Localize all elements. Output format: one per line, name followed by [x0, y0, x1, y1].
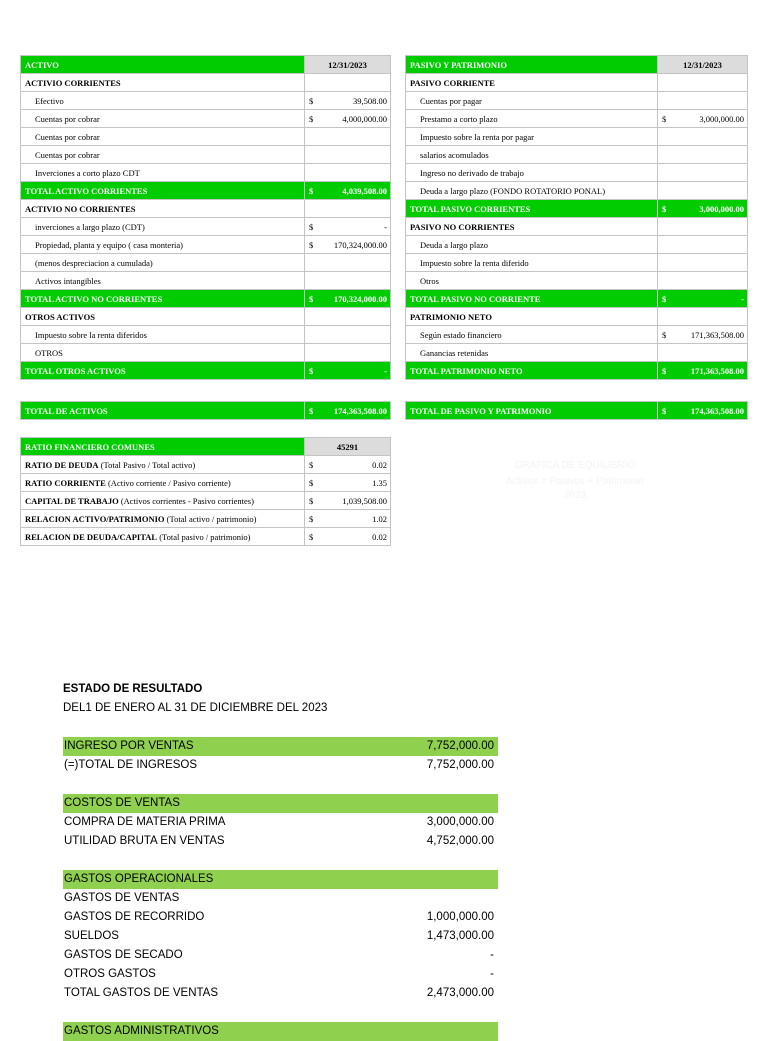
resultado-subtitle: DEL1 DE ENERO AL 31 DE DICIEMBRE DEL 2023 — [63, 702, 328, 714]
activo-row-value — [305, 326, 391, 344]
ratio-row — [21, 528, 391, 546]
pasivo-row — [406, 128, 748, 146]
pasivo-row — [406, 74, 748, 92]
pasivo-row — [406, 218, 748, 236]
pasivo-row-value — [658, 92, 748, 110]
activo-row — [21, 326, 391, 344]
resultado-section-header — [63, 794, 498, 813]
activo-row — [21, 290, 391, 308]
pasivo-row — [406, 254, 748, 272]
resultado-line-label: GASTOS ADMINISTRATIVOS — [64, 1025, 219, 1037]
pasivo-row-label: Impuesto sobre la renta por pagar — [406, 128, 658, 146]
resultado-line — [63, 946, 498, 965]
pasivo-row-label: PASIVO CORRIENTE — [406, 74, 658, 92]
resultado-line-value: 4,752,000.00 — [426, 835, 494, 847]
ratio-row — [21, 492, 391, 510]
activo-row-value: $ 39,508.00 — [305, 92, 391, 110]
activo-row-label: (menos despreciacion a cumulada) — [21, 254, 305, 272]
pasivo-row — [406, 308, 748, 326]
activo-row — [21, 74, 391, 92]
activo-row — [21, 110, 391, 128]
total-activos-label: TOTAL DE ACTIVOS — [21, 402, 305, 420]
resultado-line-label: OTROS GASTOS — [64, 968, 156, 980]
total-pasivo-patrimonio-label: TOTAL DE PASIVO Y PATRIMONIO — [406, 402, 658, 420]
activo-row — [21, 92, 391, 110]
faint-chart-line2: Activos = Pasivos + Patrimonio — [506, 476, 644, 487]
ratio-row — [21, 510, 391, 528]
pasivo-row-value — [658, 182, 748, 200]
pasivo-row-label: TOTAL PATRIMONIO NETO — [406, 362, 658, 380]
pasivo-row-value — [658, 254, 748, 272]
spacer — [63, 718, 498, 737]
activo-row-value: $ 170,324,000.00 — [305, 290, 391, 308]
activo-row-value: $ - — [305, 362, 391, 380]
resultado-line-label: UTILIDAD BRUTA EN VENTAS — [64, 835, 225, 847]
resultado-title: ESTADO DE RESULTADO — [63, 683, 203, 695]
activo-row — [21, 308, 391, 326]
pasivo-row — [406, 164, 748, 182]
pasivo-row — [406, 290, 748, 308]
resultado-line — [63, 756, 498, 775]
faint-chart-title — [470, 460, 680, 501]
activo-row-value: $ 170,324,000.00 — [305, 236, 391, 254]
ratio-row — [21, 456, 391, 474]
resultado-line — [63, 889, 498, 908]
pasivo-row-label: Deuda a largo plazo (FONDO ROTATORIO PONAL) — [406, 182, 658, 200]
activo-row — [21, 164, 391, 182]
resultado-line-label: COSTOS DE VENTAS — [64, 797, 180, 809]
pasivo-row-value — [658, 146, 748, 164]
resultado-section-header — [63, 870, 498, 889]
pasivo-row-label: TOTAL PASIVO NO CORRIENTE — [406, 290, 658, 308]
pasivo-row — [406, 344, 748, 362]
pasivo-row-label: PASIVO NO CORRIENTES — [406, 218, 658, 236]
activo-row-value — [305, 146, 391, 164]
activo-row — [21, 128, 391, 146]
faint-chart-line3: 2023 — [563, 490, 587, 501]
activo-row-value — [305, 128, 391, 146]
resultado-line-label: GASTOS DE SECADO — [64, 949, 183, 961]
pasivo-row — [406, 326, 748, 344]
ratios-table — [20, 437, 391, 546]
ratio-value: $ 0.02 — [305, 528, 391, 546]
total-activos-row — [21, 402, 391, 420]
pasivo-row-label: Según estado financiero — [406, 326, 658, 344]
activo-header-row — [21, 56, 391, 74]
resultado-line-value: 1,473,000.00 — [426, 930, 494, 942]
activo-row-label: Propiedad, planta y equipo ( casa monteria) — [21, 236, 305, 254]
activo-row — [21, 272, 391, 290]
activo-row-label: Inverciones a corto plazo CDT — [21, 164, 305, 182]
activo-row-label: Cuentas por cobrar — [21, 128, 305, 146]
pasivo-row-value — [658, 236, 748, 254]
pasivo-row — [406, 362, 748, 380]
spacer — [63, 851, 498, 870]
activo-row-label: inverciones a largo plazo (CDT) — [21, 218, 305, 236]
pasivo-row — [406, 272, 748, 290]
pasivo-row-value — [658, 344, 748, 362]
pasivo-row-value: $ 3,000,000.00 — [658, 110, 748, 128]
total-activos-value: $ 174,363,508.00 — [305, 402, 391, 420]
activo-row — [21, 182, 391, 200]
activo-row-label: Efectivo — [21, 92, 305, 110]
activo-row-label: TOTAL ACTIVO NO CORRIENTES — [21, 290, 305, 308]
activo-row — [21, 362, 391, 380]
activo-row-value — [305, 164, 391, 182]
resultado-line — [63, 965, 498, 984]
pasivo-row-value: $ 3,000,000.00 — [658, 200, 748, 218]
ratio-label: RATIO DE DEUDA (Total Pasivo / Total activo) — [21, 456, 305, 474]
activo-row-value: $ 4,039,508.00 — [305, 182, 391, 200]
resultado-line — [63, 832, 498, 851]
activo-row-label: TOTAL ACTIVO CORRIENTES — [21, 182, 305, 200]
pasivo-row — [406, 236, 748, 254]
ratio-label: RELACION ACTIVO/PATRIMONIO (Total activo / patrimonio) — [21, 510, 305, 528]
pasivo-row — [406, 146, 748, 164]
pasivo-row-label: salarios acomulados — [406, 146, 658, 164]
ratio-label: RATIO CORRIENTE (Activo corriente / Pasivo corriente) — [21, 474, 305, 492]
resultado-line-value: 2,473,000.00 — [426, 987, 494, 999]
faint-chart-line1: GRAFICA DE EQUILIBRIO — [514, 460, 636, 471]
ratio-label: CAPITAL DE TRABAJO (Activos corrientes - Pasivo corrientes) — [21, 492, 305, 510]
resultado-section-header — [63, 737, 498, 756]
ratios-header: RATIO FINANCIERO COMUNES — [21, 438, 305, 456]
activo-row-label: Cuentas por cobrar — [21, 146, 305, 164]
activo-row-value — [305, 272, 391, 290]
ratio-value: $ 1.02 — [305, 510, 391, 528]
pasivo-header-row — [406, 56, 748, 74]
resultado-line — [63, 927, 498, 946]
ratio-value: $ 1,039,508.00 — [305, 492, 391, 510]
pasivo-row-label: Impuesto sobre la renta diferido — [406, 254, 658, 272]
resultado-line-value: 3,000,000.00 — [426, 816, 494, 828]
total-pasivo-patrimonio-row — [406, 402, 748, 420]
resultado-line-label: GASTOS DE VENTAS — [64, 892, 180, 904]
pasivo-row-label: Otros — [406, 272, 658, 290]
spacer — [63, 775, 498, 794]
pasivo-row-value: $ 171,363,508.00 — [658, 326, 748, 344]
activo-row-label: Impuesto sobre la renta diferidos — [21, 326, 305, 344]
activo-row — [21, 218, 391, 236]
pasivo-row-value — [658, 128, 748, 146]
pasivo-row-label: TOTAL PASIVO CORRIENTES — [406, 200, 658, 218]
pasivo-row-label: Ganancias retenidas — [406, 344, 658, 362]
resultado-line-label: SUELDOS — [64, 930, 119, 942]
activo-row — [21, 200, 391, 218]
activo-row — [21, 254, 391, 272]
activo-row — [21, 146, 391, 164]
resultado-line-label: COMPRA DE MATERIA PRIMA — [64, 816, 226, 828]
pasivo-row-value — [658, 218, 748, 236]
resultado-line — [63, 908, 498, 927]
pasivo-row-value: $ 171,363,508.00 — [658, 362, 748, 380]
activo-row-label: OTROS ACTIVOS — [21, 308, 305, 326]
activo-row-value — [305, 200, 391, 218]
resultado-line-value: 1,000,000.00 — [426, 911, 494, 923]
ratio-row — [21, 474, 391, 492]
pasivo-row-value: $ - — [658, 290, 748, 308]
activo-row-label: Cuentas por cobrar — [21, 110, 305, 128]
ratios-code: 45291 — [305, 438, 391, 456]
activo-row-label: ACTIVIO CORRIENTES — [21, 74, 305, 92]
pasivo-total-table — [405, 401, 748, 420]
pasivo-row-label: Ingreso no derivado de trabajo — [406, 164, 658, 182]
pasivo-date: 12/31/2023 — [658, 56, 748, 74]
ratios-header-row — [21, 438, 391, 456]
activo-row-value — [305, 74, 391, 92]
pasivo-row-label: Prestamo a corto plazo — [406, 110, 658, 128]
resultado-line-label: INGRESO POR VENTAS — [64, 740, 194, 752]
pasivo-row — [406, 110, 748, 128]
resultado-rows — [63, 718, 498, 1041]
activo-table — [20, 55, 391, 380]
pasivo-row-label: Deuda a largo plazo — [406, 236, 658, 254]
activo-date: 12/31/2023 — [305, 56, 391, 74]
pasivo-row — [406, 92, 748, 110]
resultado-line — [63, 984, 498, 1003]
activo-row — [21, 236, 391, 254]
resultado-line — [63, 813, 498, 832]
activo-row-value — [305, 344, 391, 362]
pasivo-header: PASIVO Y PATRIMONIO — [406, 56, 658, 74]
ratio-value: $ 1.35 — [305, 474, 391, 492]
resultado-line-value: - — [490, 949, 494, 961]
pasivo-row-label: PATRIMONIO NETO — [406, 308, 658, 326]
resultado-line-value: 7,752,000.00 — [426, 759, 494, 771]
resultado-line-label: TOTAL GASTOS DE VENTAS — [64, 987, 219, 999]
pasivo-row-value — [658, 308, 748, 326]
activo-row-value — [305, 254, 391, 272]
pasivo-row — [406, 182, 748, 200]
ratio-value: $ 0.02 — [305, 456, 391, 474]
resultado-line-label: GASTOS DE RECORRIDO — [64, 911, 205, 923]
total-pasivo-patrimonio-value: $ 174,363,508.00 — [658, 402, 748, 420]
activo-row — [21, 344, 391, 362]
resultado-line-value: 7,752,000.00 — [426, 740, 494, 752]
activo-row-label: Activos intangibles — [21, 272, 305, 290]
activo-row-label: TOTAL OTROS ACTIVOS — [21, 362, 305, 380]
pasivo-row-value — [658, 164, 748, 182]
ratio-label: RELACION DE DEUDA/CAPITAL (Total pasivo / patrimonio) — [21, 528, 305, 546]
activo-row-label: OTROS — [21, 344, 305, 362]
activo-row-value: $ - — [305, 218, 391, 236]
spacer — [63, 1003, 498, 1022]
resultado-line-value: - — [490, 968, 494, 980]
resultado-line-label: (=)TOTAL DE INGRESOS — [64, 759, 198, 771]
pasivo-row-label: Cuentas por pagar — [406, 92, 658, 110]
activo-row-value: $ 4,000,000.00 — [305, 110, 391, 128]
pasivo-row — [406, 200, 748, 218]
estado-resultado — [63, 680, 498, 1041]
pasivo-table — [405, 55, 748, 380]
resultado-section-header — [63, 1022, 498, 1041]
activo-row-label: ACTIVIO NO CORRIENTES — [21, 200, 305, 218]
resultado-line-label: GASTOS OPERACIONALES — [64, 873, 214, 885]
pasivo-row-value — [658, 74, 748, 92]
activo-row-value — [305, 308, 391, 326]
activo-header: ACTIVO — [21, 56, 305, 74]
pasivo-row-value — [658, 272, 748, 290]
activo-total-table — [20, 401, 391, 420]
